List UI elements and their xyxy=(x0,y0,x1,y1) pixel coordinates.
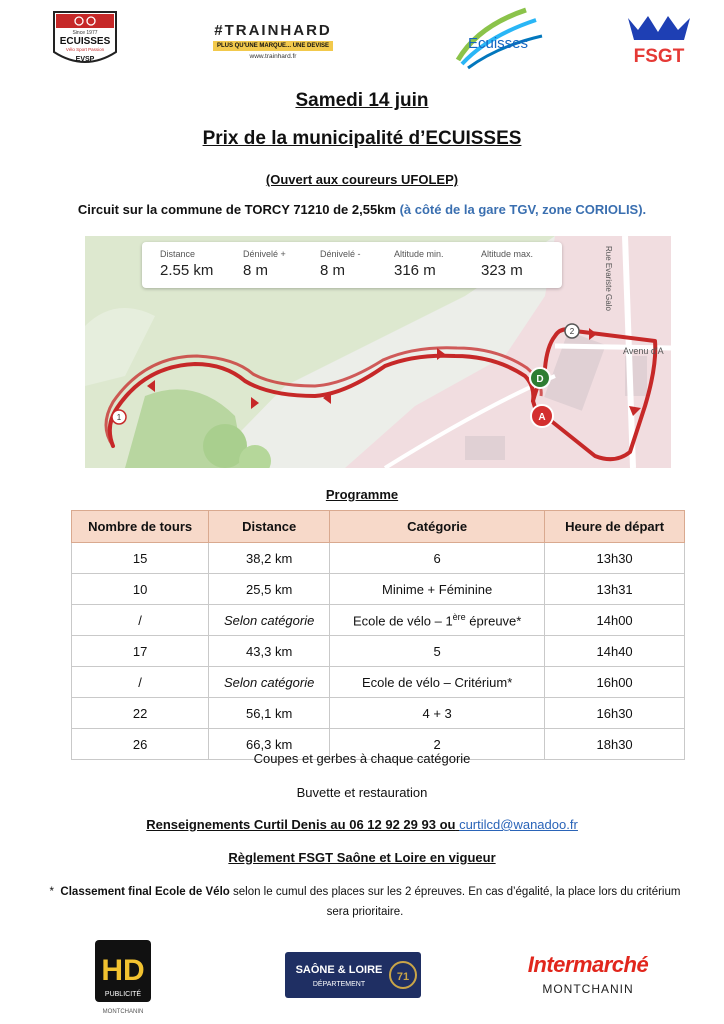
hd-name: HD xyxy=(101,954,145,987)
route-marker-2: 2 xyxy=(569,327,575,336)
cell-distance: 56,1 km xyxy=(209,698,330,729)
programme-title: Programme xyxy=(325,487,399,502)
saone-line2: DÉPARTEMENT xyxy=(312,981,366,988)
stat-altitude-min: Altitude min. 316 m xyxy=(394,249,444,279)
intermarche-city: MONTCHANIN xyxy=(542,982,634,996)
contact-text: Renseignements Curtil Denis au 06 12 92 29 93 ou xyxy=(146,817,456,832)
stat-elevation-loss: Dénivelé - 8 m xyxy=(320,249,361,279)
footnote-star: * xyxy=(49,886,55,898)
street-label-avenue: Avenu d'A xyxy=(623,346,664,356)
intermarche-name: Intermarché xyxy=(527,952,649,977)
bar-line: Buvette et restauration xyxy=(296,785,428,800)
circuit-location-note: (à côté de la gare TGV, zone CORIOLIS). xyxy=(399,202,647,217)
ecuisses-club-logo xyxy=(50,8,120,70)
trainhard-name: #TRAINHARD xyxy=(214,22,332,39)
cell-distance: 66,3 km xyxy=(209,729,330,760)
footnote-bold: Classement final Ecole de Vélo xyxy=(60,886,230,898)
trainhard-tagline: PLUS QU'UNE MARQUE... UNE DEVISE xyxy=(213,41,333,51)
cell-start-time: 14h00 xyxy=(545,605,685,636)
route-map[interactable] xyxy=(85,236,671,468)
cell-laps: / xyxy=(72,605,209,636)
cell-start-time: 13h30 xyxy=(545,543,685,574)
contact-line xyxy=(0,817,724,832)
street-label-galois: Rue Evariste Galo xyxy=(604,246,613,311)
table-row xyxy=(72,574,685,605)
cell-start-time: 16h30 xyxy=(545,698,685,729)
ecuisses-town-name: Ecuisses xyxy=(467,35,529,52)
cell-start-time: 13h31 xyxy=(545,574,685,605)
cell-laps: / xyxy=(72,667,209,698)
cell-category: Minime + Féminine xyxy=(330,574,545,605)
saone-line1: SAÔNE & LOIRE xyxy=(295,964,383,976)
cell-laps: 15 xyxy=(72,543,209,574)
circuit-text: Circuit sur la commune de TORCY 71210 de 2,55km xyxy=(77,202,396,217)
hd-line2: MONTCHANIN xyxy=(102,1009,144,1015)
table-row xyxy=(72,605,685,636)
event-title: Prix de la municipalité d’ECUISSES xyxy=(202,128,522,149)
ecuisses-club-name: ECUISSES xyxy=(59,36,111,47)
fsgt-logo xyxy=(622,10,696,66)
cell-start-time: 14h40 xyxy=(545,636,685,667)
hd-line1: PUBLICITÉ xyxy=(104,991,142,998)
header-start-time: Heure de départ xyxy=(545,511,685,543)
cell-category-superscript: Ecole de vélo – 1ère épreuve* xyxy=(330,605,545,636)
route-finish-marker: A xyxy=(538,412,546,423)
ecuisses-town-logo xyxy=(448,6,548,72)
hd-publicite-logo xyxy=(91,940,155,1016)
cell-start-time: 18h30 xyxy=(545,729,685,760)
stat-altitude-max: Altitude max. 323 m xyxy=(481,249,534,279)
cell-category: Ecole de vélo – Critérium* xyxy=(330,667,545,698)
cell-laps: 26 xyxy=(72,729,209,760)
header-category: Catégorie xyxy=(330,511,545,543)
cell-category: 4 + 3 xyxy=(330,698,545,729)
cell-category: 5 xyxy=(330,636,545,667)
stat-elevation-gain: Dénivelé + 8 m xyxy=(243,249,286,279)
table-row xyxy=(72,698,685,729)
route-marker-1: 1 xyxy=(116,413,122,422)
table-row xyxy=(72,636,685,667)
saone-et-loire-logo xyxy=(285,952,421,998)
cell-laps: 10 xyxy=(72,574,209,605)
table-row xyxy=(72,667,685,698)
circuit-description xyxy=(0,202,724,217)
cell-distance: 38,2 km xyxy=(209,543,330,574)
ecuisses-tagline: Vélo Sport Passion xyxy=(65,47,105,52)
cell-distance: Selon catégorie xyxy=(209,605,330,636)
trainhard-url: www.trainhard.fr xyxy=(249,53,297,60)
cell-distance: 43,3 km xyxy=(209,636,330,667)
trainhard-logo xyxy=(198,22,348,70)
route-stats-panel xyxy=(142,242,562,288)
header-laps: Nombre de tours xyxy=(72,511,209,543)
cell-start-time: 16h00 xyxy=(545,667,685,698)
intermarche-logo xyxy=(512,952,664,1004)
stat-distance: Distance 2.55 km xyxy=(160,249,214,279)
contact-email-link[interactable]: curtilcd@wanadoo.fr xyxy=(459,817,578,832)
ecuisses-badge: EVSP xyxy=(75,56,95,63)
programme-table xyxy=(71,510,685,760)
rules-line: Règlement FSGT Saône et Loire en vigueur xyxy=(228,850,496,865)
table-row xyxy=(72,543,685,574)
fsgt-name: FSGT xyxy=(633,46,685,66)
header-distance: Distance xyxy=(209,511,330,543)
table-header-row xyxy=(72,511,685,543)
cell-distance: Selon catégorie xyxy=(209,667,330,698)
cell-category: 6 xyxy=(330,543,545,574)
cell-category: 2 xyxy=(330,729,545,760)
svg-text:71: 71 xyxy=(396,971,410,983)
footnote xyxy=(40,882,690,922)
ecuisses-since: Since 1977 xyxy=(72,30,98,36)
cell-distance: 25,5 km xyxy=(209,574,330,605)
cell-laps: 17 xyxy=(72,636,209,667)
footnote-text: selon le cumul des places sur les 2 épreuves. En cas d’égalité, la place lors du critérium sera prioritaire. xyxy=(233,886,681,918)
cups-line: Coupes et gerbes à chaque catégorie xyxy=(253,751,471,766)
event-subtitle: (Ouvert aux coureurs UFOLEP) xyxy=(265,172,459,187)
event-date: Samedi 14 juin xyxy=(295,90,429,111)
cell-laps: 22 xyxy=(72,698,209,729)
route-start-marker: D xyxy=(536,374,544,385)
